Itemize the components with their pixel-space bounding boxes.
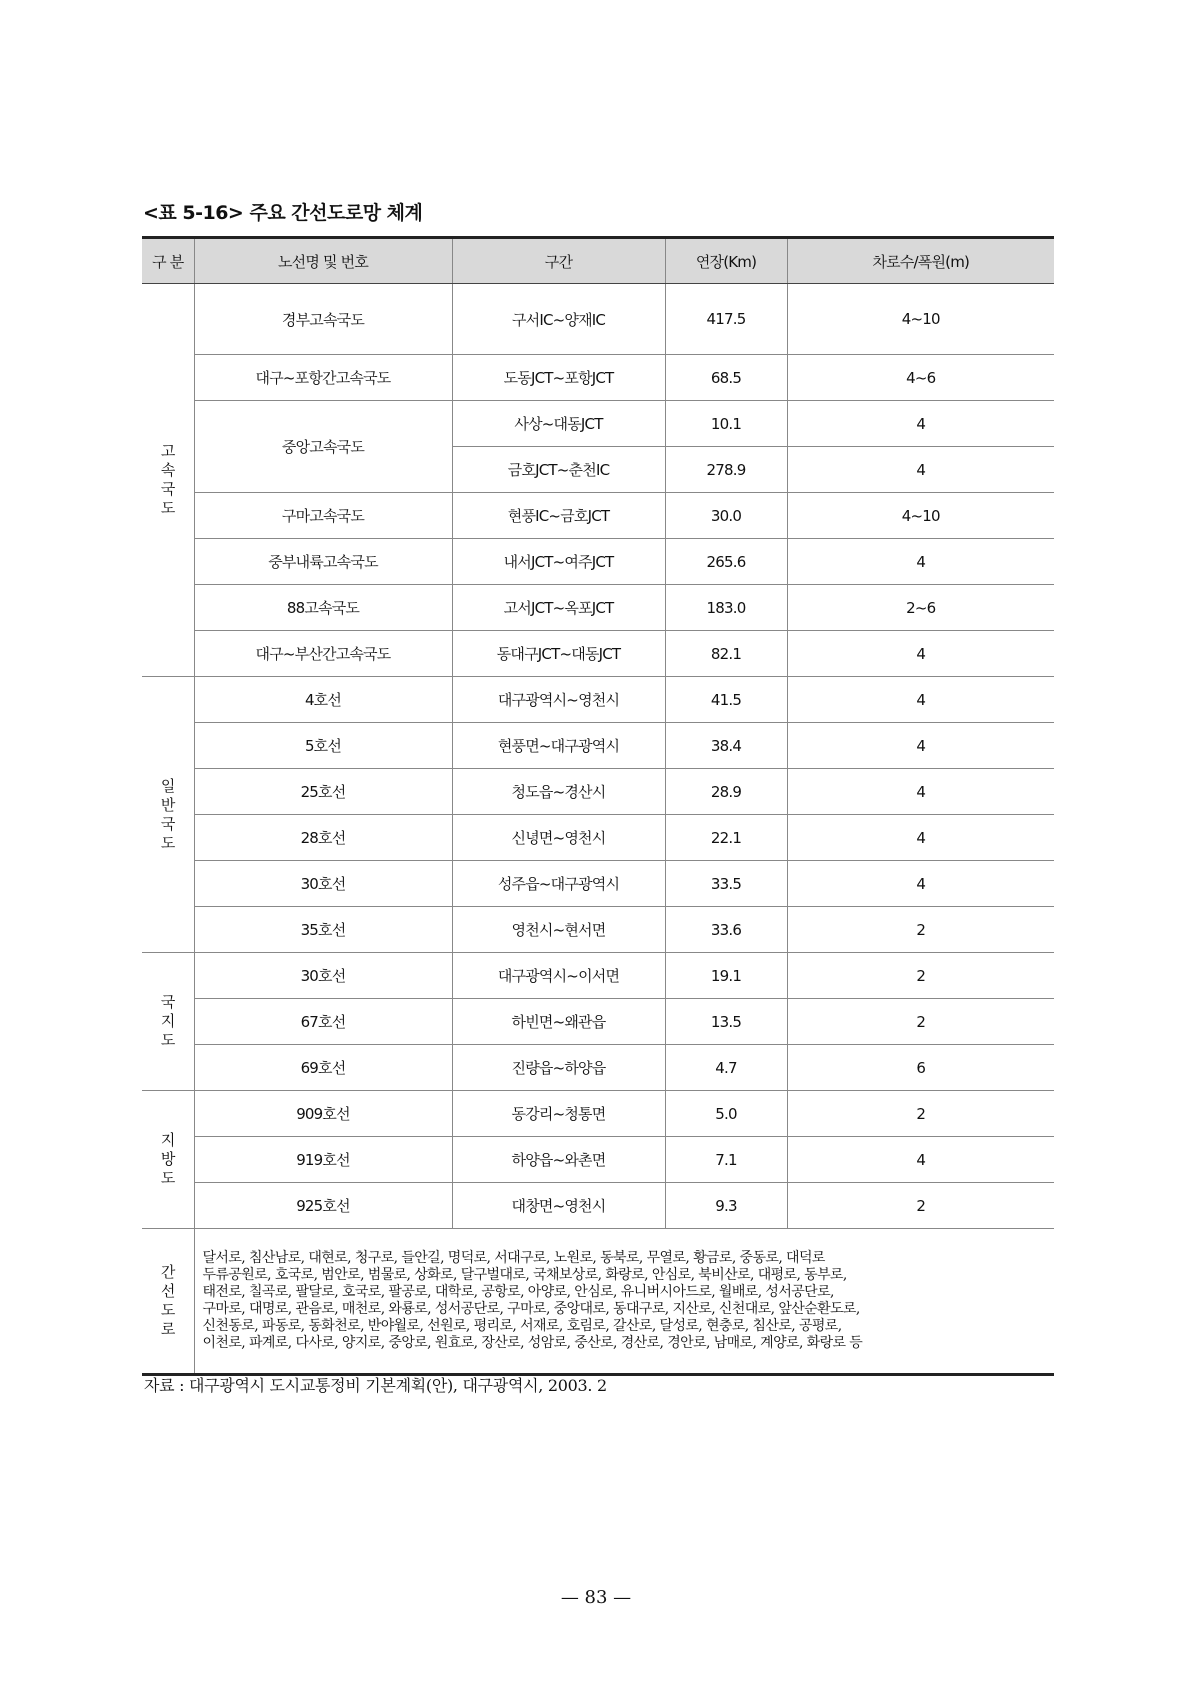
table-row [142, 907, 1054, 953]
header-length: 연장(Km) [665, 238, 787, 284]
route-lanes: 2 [787, 953, 1054, 999]
route-length: 33.5 [665, 861, 787, 907]
table-row [142, 355, 1054, 401]
route-lanes: 4~10 [787, 493, 1054, 539]
header-section: 구간 [452, 238, 665, 284]
route-section: 대창면~영천시 [452, 1183, 665, 1229]
route-section: 금호JCT~춘천IC [452, 447, 665, 493]
route-length: 265.6 [665, 539, 787, 585]
route-section: 현풍IC~금호JCT [452, 493, 665, 539]
route-length: 7.1 [665, 1137, 787, 1183]
route-section: 대구광역시~이서면 [452, 953, 665, 999]
route-length: 417.5 [665, 284, 787, 355]
header-category: 구 분 [142, 238, 194, 284]
route-length: 19.1 [665, 953, 787, 999]
route-section: 하빈면~왜관읍 [452, 999, 665, 1045]
group-expressway: 고속국도 [142, 284, 194, 677]
route-length: 33.6 [665, 907, 787, 953]
route-lanes: 2 [787, 999, 1054, 1045]
route-lanes: 4 [787, 815, 1054, 861]
table-row [142, 585, 1054, 631]
route-lanes: 4 [787, 769, 1054, 815]
route-length: 41.5 [665, 677, 787, 723]
route-lanes: 4 [787, 1137, 1054, 1183]
route-lanes: 4~6 [787, 355, 1054, 401]
table-row [142, 539, 1054, 585]
table-row [142, 953, 1054, 999]
route-name: 5호선 [194, 723, 452, 769]
group-national-road: 일반국도 [142, 677, 194, 953]
route-lanes: 4 [787, 677, 1054, 723]
group-arterial-road: 간선도로 [142, 1229, 194, 1375]
route-length: 13.5 [665, 999, 787, 1045]
arterial-line: 두류공원로, 호국로, 범안로, 범물로, 상화로, 달구벌대로, 국채보상로, 화랑로, 안심로, 북비산로, 대평로, 동부로, [202, 1267, 847, 1283]
route-section: 성주읍~대구광역시 [452, 861, 665, 907]
route-length: 68.5 [665, 355, 787, 401]
arterial-road-table [142, 236, 1054, 1376]
route-name: 88고속국도 [194, 585, 452, 631]
route-section: 내서JCT~여주JCT [452, 539, 665, 585]
route-name: 경부고속국도 [194, 284, 452, 355]
route-length: 22.1 [665, 815, 787, 861]
route-name: 28호선 [194, 815, 452, 861]
header-lanes: 차로수/폭원(m) [787, 238, 1054, 284]
route-section: 영천시~현서면 [452, 907, 665, 953]
route-length: 38.4 [665, 723, 787, 769]
route-length: 183.0 [665, 585, 787, 631]
route-section: 신녕면~영천시 [452, 815, 665, 861]
table-row [142, 1091, 1054, 1137]
table-row [142, 401, 1054, 447]
route-lanes: 6 [787, 1045, 1054, 1091]
route-name: 909호선 [194, 1091, 452, 1137]
arterial-line: 구마로, 대명로, 관음로, 매천로, 와룡로, 성서공단로, 구마로, 중앙대로, 동대구로, 지산로, 신천대로, 앞산순환도로, [202, 1301, 860, 1317]
route-lanes: 2 [787, 1091, 1054, 1137]
table-row [142, 999, 1054, 1045]
route-name: 대구~부산간고속국도 [194, 631, 452, 677]
route-lanes: 4~10 [787, 284, 1054, 355]
route-name: 중앙고속국도 [194, 401, 452, 493]
route-section: 청도읍~경산시 [452, 769, 665, 815]
route-section: 사상~대동JCT [452, 401, 665, 447]
table-row [142, 1045, 1054, 1091]
route-lanes: 4 [787, 539, 1054, 585]
table-row [142, 723, 1054, 769]
page-number: — 83 — [560, 1587, 632, 1608]
arterial-line: 이천로, 파계로, 다사로, 양지로, 중앙로, 원효로, 장산로, 성암로, 중산로, 경산로, 경안로, 남매로, 계양로, 화랑로 등 [202, 1335, 863, 1351]
route-length: 278.9 [665, 447, 787, 493]
route-name: 중부내륙고속국도 [194, 539, 452, 585]
route-name: 대구~포항간고속국도 [194, 355, 452, 401]
route-length: 82.1 [665, 631, 787, 677]
route-lanes: 4 [787, 861, 1054, 907]
route-lanes: 4 [787, 723, 1054, 769]
route-name: 30호선 [194, 861, 452, 907]
group-local-road: 지방도 [142, 1091, 194, 1229]
route-lanes: 4 [787, 631, 1054, 677]
route-lanes: 2~6 [787, 585, 1054, 631]
table-row [142, 769, 1054, 815]
route-section: 진량읍~하양읍 [452, 1045, 665, 1091]
route-length: 5.0 [665, 1091, 787, 1137]
route-name: 25호선 [194, 769, 452, 815]
header-route: 노선명 및 번호 [194, 238, 452, 284]
table-row [142, 284, 1054, 355]
route-length: 9.3 [665, 1183, 787, 1229]
table-row [142, 677, 1054, 723]
table-row [142, 815, 1054, 861]
header-row [142, 238, 1054, 284]
arterial-line: 달서로, 침산남로, 대현로, 청구로, 들안길, 명덕로, 서대구로, 노원로, 동북로, 무열로, 황금로, 중동로, 대덕로 [202, 1250, 825, 1266]
route-name: 69호선 [194, 1045, 452, 1091]
route-section: 하양읍~와촌면 [452, 1137, 665, 1183]
route-name: 67호선 [194, 999, 452, 1045]
arterial-road-list [194, 1229, 1054, 1375]
route-name: 919호선 [194, 1137, 452, 1183]
arterial-line: 신천동로, 파동로, 동화천로, 반야월로, 선원로, 평리로, 서재로, 호림로, 갈산로, 달성로, 현충로, 침산로, 공평로, [202, 1318, 842, 1334]
table-row [142, 1137, 1054, 1183]
route-lanes: 4 [787, 401, 1054, 447]
route-lanes: 4 [787, 447, 1054, 493]
arterial-line: 태전로, 칠곡로, 팔달로, 호국로, 팔공로, 대학로, 공항로, 아양로, 안심로, 유니버시아드로, 월배로, 성서공단로, [202, 1284, 834, 1300]
table-row [142, 493, 1054, 539]
route-section: 도동JCT~포항JCT [452, 355, 665, 401]
route-length: 10.1 [665, 401, 787, 447]
route-length: 30.0 [665, 493, 787, 539]
route-lanes: 2 [787, 907, 1054, 953]
table-row [142, 861, 1054, 907]
route-name: 35호선 [194, 907, 452, 953]
route-name: 30호선 [194, 953, 452, 999]
route-name: 4호선 [194, 677, 452, 723]
route-name: 구마고속국도 [194, 493, 452, 539]
table-caption: <표 5-16> 주요 간선도로망 체계 [143, 202, 423, 224]
route-name: 925호선 [194, 1183, 452, 1229]
route-section: 동대구JCT~대동JCT [452, 631, 665, 677]
table-row [142, 1229, 1054, 1375]
table-row [142, 1183, 1054, 1229]
route-section: 구서IC~양재IC [452, 284, 665, 355]
route-section: 현풍면~대구광역시 [452, 723, 665, 769]
route-section: 대구광역시~영천시 [452, 677, 665, 723]
group-state-road: 국지도 [142, 953, 194, 1091]
route-section: 동강리~청통면 [452, 1091, 665, 1137]
route-length: 4.7 [665, 1045, 787, 1091]
route-length: 28.9 [665, 769, 787, 815]
route-lanes: 2 [787, 1183, 1054, 1229]
table-row [142, 631, 1054, 677]
source-note: 자료 : 대구광역시 도시교통정비 기본계획(안), 대구광역시, 2003. 2 [144, 1376, 607, 1395]
route-section: 고서JCT~옥포JCT [452, 585, 665, 631]
